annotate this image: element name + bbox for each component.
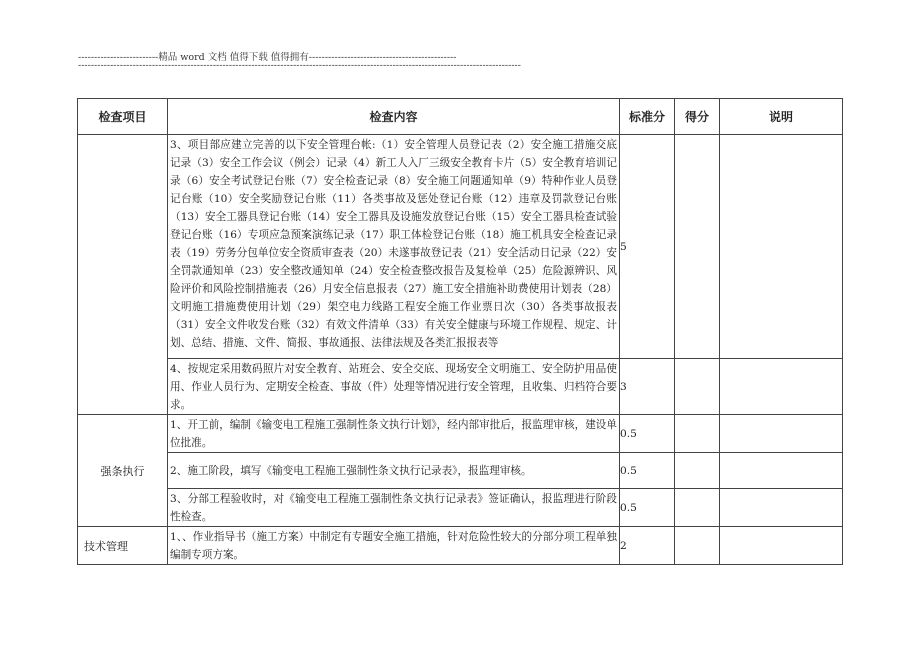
header-line-2: ------------------------------------------------------------------------------------------------------------------------------------------ (78, 60, 521, 71)
content-cell: 1、、作业指导书（施工方案）中制定有专题安全施工措施，针对危险性较大的分部分项工程单独编制专项方案。 (168, 527, 620, 565)
column-header-score: 得分 (675, 99, 720, 135)
table-row (78, 135, 843, 359)
note-cell (720, 359, 843, 415)
score-cell (675, 527, 720, 565)
table-row (78, 415, 843, 453)
content-cell: 3、分部工程验收时，对《输变电工程施工强制性条文执行记录表》签证确认，报监理进行阶段性检查。 (168, 489, 620, 527)
note-cell (720, 453, 843, 489)
table-row (78, 453, 843, 489)
score-cell (675, 415, 720, 453)
table-header-row (78, 99, 843, 135)
column-header-item: 检查项目 (78, 99, 168, 135)
standard-score-cell: 2 (620, 527, 675, 565)
standard-score-cell: 5 (620, 135, 675, 359)
category-cell: 强条执行 (78, 415, 168, 527)
score-cell (675, 135, 720, 359)
standard-score-cell: 0.5 (620, 489, 675, 527)
table-row (78, 489, 843, 527)
column-header-note: 说明 (720, 99, 843, 135)
column-header-standard-score: 标准分 (620, 99, 675, 135)
category-cell: 技术管理 (78, 527, 168, 565)
table-row (78, 527, 843, 565)
table-row (78, 359, 843, 415)
header-line-1: -------------------------精品 word 文档 值得下载 值得拥有---------------------------------------------- (78, 52, 457, 63)
content-cell: 3、项目部应建立完善的以下安全管理台帐:（1）安全管理人员登记表（2）安全施工措施交底记录（3）安全工作会议（例会）记录（4）新工人入厂三级安全教育卡片（5）安全教育培训记录（6）安全考试登记台账（7）安全检查记录（8）安全施工问题通知单（9）特种作业人员登记台账（10）安全奖励登记台账（11）各类事故及惩处登记台账（12）违章及罚款登记台账（13）安全工器具登记台账（14）安全工器具及设施发放登记台账（15）安全工器具检查试验登记台账（16）专项应急预案演练记录（17）职工体检登记台账（18）施工机具安全检查记录表（19）劳务分包单位安全资质审查表（20）未遂事故登记表（21）安全活动日记录（22）安全罚款通知单（23）安全整改通知单（24）安全检查整改报告及复检单（25）危险源辨识、风险评价和风险控制措施表（26）月安全信息报表（27）施工安全措施补助费使用计划表（28）文明施工措施费使用计划（29）架空电力线路工程安全施工作业票日次（30）各类事故报表（31）安全文件收发台账（32）有效文件清单（33）有关安全健康与环境工作规程、规定、计划、总结、措施、文件、简报、事故通报、法律法规及各类汇报报表等 (168, 135, 620, 359)
inspection-table (77, 98, 843, 565)
content-cell: 1、开工前，编制《输变电工程施工强制性条文执行计划》，经内部审批后，报监理审核，建设单位批准。 (168, 415, 620, 453)
category-cell (78, 135, 168, 415)
note-cell (720, 415, 843, 453)
standard-score-cell: 0.5 (620, 415, 675, 453)
standard-score-cell: 3 (620, 359, 675, 415)
column-header-content: 检查内容 (168, 99, 620, 135)
note-cell (720, 135, 843, 359)
score-cell (675, 359, 720, 415)
note-cell (720, 527, 843, 565)
content-cell: 2、施工阶段，填写《输变电工程施工强制性条文执行记录表》，报监理审核。 (168, 453, 620, 489)
content-cell: 4、按规定采用数码照片对安全教育、站班会、安全交底、现场安全文明施工、安全防护用品使用、作业人员行为、定期安全检查、事故（件）处理等情况进行安全管理，且收集、归档符合要求。 (168, 359, 620, 415)
standard-score-cell: 0.5 (620, 453, 675, 489)
note-cell (720, 489, 843, 527)
score-cell (675, 453, 720, 489)
score-cell (675, 489, 720, 527)
